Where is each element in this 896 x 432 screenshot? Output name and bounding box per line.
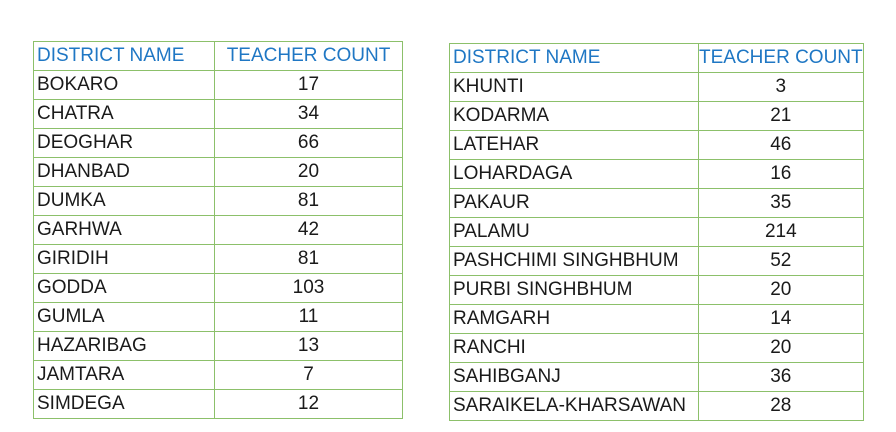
district-name-cell: KODARMA (450, 102, 699, 131)
teacher-count-cell: 20 (699, 334, 864, 363)
district-name-cell: BOKARO (34, 71, 215, 100)
table-row (450, 334, 864, 363)
table-row (450, 73, 864, 102)
teacher-count-cell: 36 (699, 363, 864, 392)
district-name-cell: PALAMU (450, 218, 699, 247)
teacher-count-cell: 13 (215, 332, 403, 361)
teacher-count-cell: 214 (699, 218, 864, 247)
teacher-count-cell: 16 (699, 160, 864, 189)
teacher-count-cell: 3 (699, 73, 864, 102)
teacher-count-cell: 20 (215, 158, 403, 187)
district-name-cell: GIRIDIH (34, 245, 215, 274)
table-row (34, 71, 403, 100)
teacher-count-cell: 17 (215, 71, 403, 100)
district-name-cell: JAMTARA (34, 361, 215, 390)
district-name-header: DISTRICT NAME (34, 42, 215, 71)
teacher-count-cell: 21 (699, 102, 864, 131)
teacher-count-cell: 42 (215, 216, 403, 245)
teacher-count-cell: 12 (215, 390, 403, 419)
district-name-cell: GUMLA (34, 303, 215, 332)
teacher-count-cell: 66 (215, 129, 403, 158)
district-name-cell: SIMDEGA (34, 390, 215, 419)
district-name-header: DISTRICT NAME (450, 44, 699, 73)
teacher-count-cell: 28 (699, 392, 864, 421)
district-table-right (449, 43, 864, 421)
teacher-count-cell: 46 (699, 131, 864, 160)
teacher-count-cell: 7 (215, 361, 403, 390)
teacher-count-cell: 81 (215, 187, 403, 216)
district-name-cell: HAZARIBAG (34, 332, 215, 361)
teacher-count-cell: 35 (699, 189, 864, 218)
table-row (450, 131, 864, 160)
table-row (450, 218, 864, 247)
table-row (450, 276, 864, 305)
teacher-count-cell: 81 (215, 245, 403, 274)
table-row (450, 363, 864, 392)
table-row (34, 332, 403, 361)
table-row (34, 158, 403, 187)
district-name-cell: LATEHAR (450, 131, 699, 160)
district-name-cell: LOHARDAGA (450, 160, 699, 189)
district-name-cell: PAKAUR (450, 189, 699, 218)
teacher-count-cell: 20 (699, 276, 864, 305)
district-name-cell: GODDA (34, 274, 215, 303)
table-row (34, 187, 403, 216)
table-row (34, 361, 403, 390)
table-row (450, 305, 864, 334)
table-row (34, 216, 403, 245)
district-name-cell: DHANBAD (34, 158, 215, 187)
district-table-left (33, 41, 403, 419)
district-name-cell: RANCHI (450, 334, 699, 363)
table-row (34, 390, 403, 419)
district-name-cell: SARAIKELA-KHARSAWAN (450, 392, 699, 421)
teacher-count-cell: 11 (215, 303, 403, 332)
table-row (450, 247, 864, 276)
teacher-count-cell: 103 (215, 274, 403, 303)
table-row (450, 189, 864, 218)
district-name-cell: PASHCHIMI SINGHBHUM (450, 247, 699, 276)
table-row (34, 274, 403, 303)
district-name-cell: RAMGARH (450, 305, 699, 334)
district-name-cell: DEOGHAR (34, 129, 215, 158)
table-header-row (34, 42, 403, 71)
district-name-cell: SAHIBGANJ (450, 363, 699, 392)
teacher-count-header: TEACHER COUNT (215, 42, 403, 71)
district-name-cell: CHATRA (34, 100, 215, 129)
table-row (450, 160, 864, 189)
table-row (34, 303, 403, 332)
table-row (450, 102, 864, 131)
teacher-count-cell: 52 (699, 247, 864, 276)
table-row (34, 245, 403, 274)
district-name-cell: DUMKA (34, 187, 215, 216)
table-header-row (450, 44, 864, 73)
table-row (34, 100, 403, 129)
district-name-cell: KHUNTI (450, 73, 699, 102)
teacher-count-cell: 14 (699, 305, 864, 334)
table-row (34, 129, 403, 158)
table-row (450, 392, 864, 421)
teacher-count-cell: 34 (215, 100, 403, 129)
district-name-cell: PURBI SINGHBHUM (450, 276, 699, 305)
district-name-cell: GARHWA (34, 216, 215, 245)
teacher-count-header: TEACHER COUNT (699, 44, 864, 73)
